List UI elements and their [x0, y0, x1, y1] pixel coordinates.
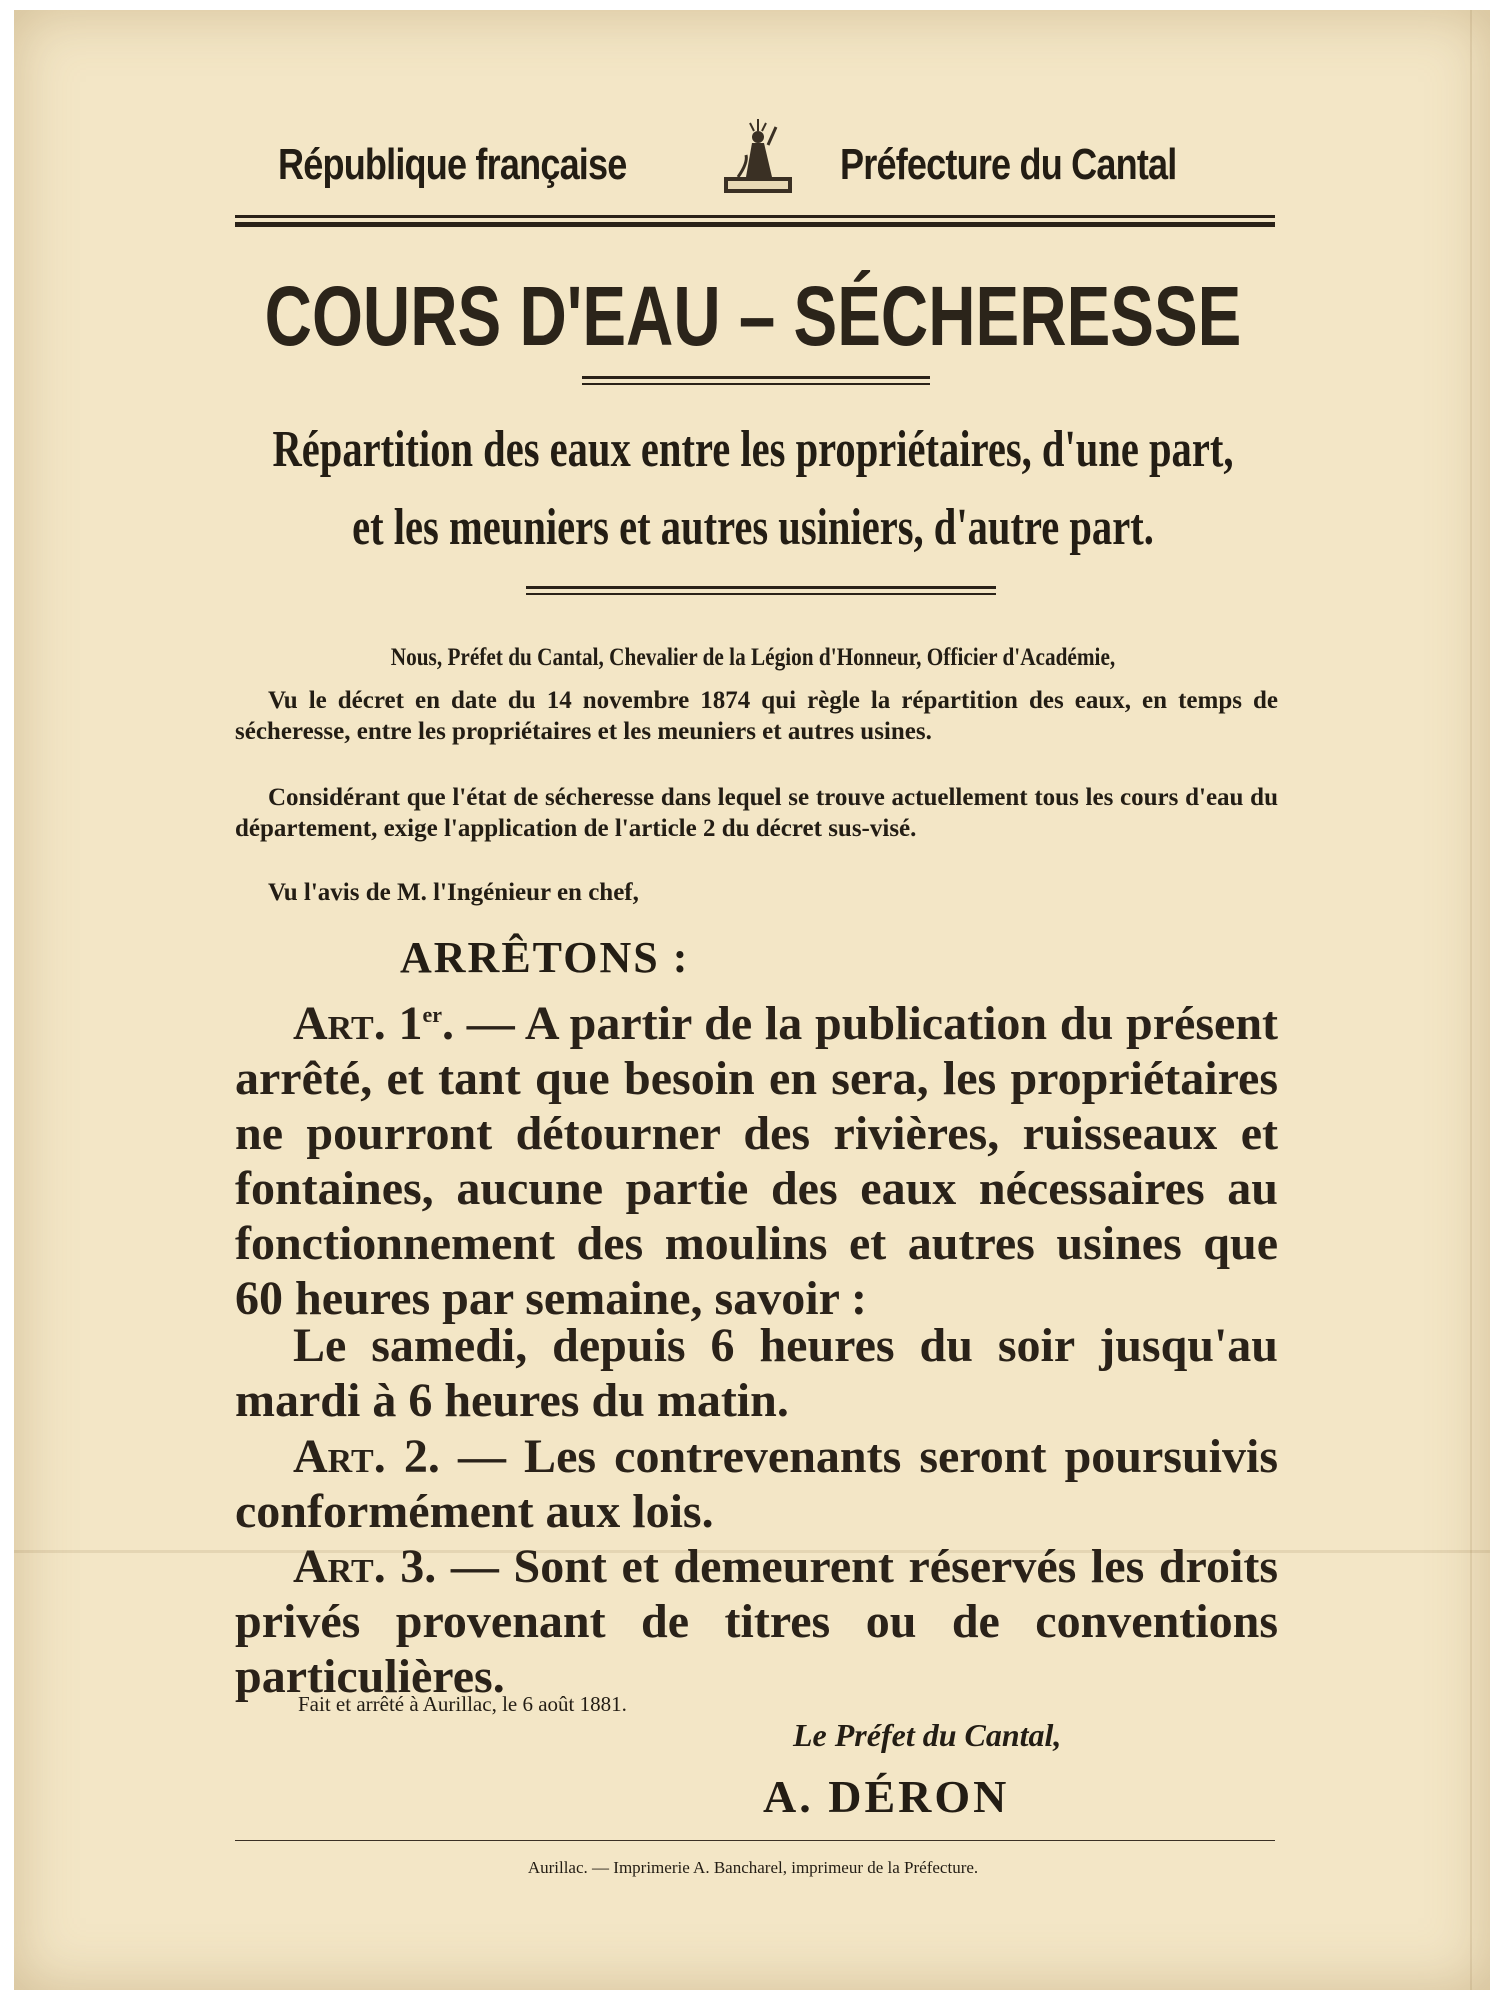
preamble-vu-avis: Vu l'avis de M. l'Ingénieur en chef, [268, 879, 639, 906]
printer-imprint: Aurillac. — Imprimerie A. Bancharel, imprimeur de la Préfecture. [527, 1858, 979, 1877]
article-2-text: — Les contrevenants seront poursuivis conformément aux lois. [235, 1430, 1279, 1538]
preamble-intro: Nous, Préfet du Cantal, Chevalier de la Légion d'Honneur, Officier d'Académie, [390, 644, 1116, 671]
fait-date: Fait et arrêté à Aurillac, le 6 août 1881. [298, 1692, 627, 1716]
preamble-considerant: Considérant que l'état de sécheresse dans lequel se trouve actuellement tous les cours d'eau du département, exige l'application de l'article 2 du décret sus-visé. [235, 784, 1278, 842]
article-1 [235, 987, 1278, 1326]
signature-name: A. DÉRON [763, 1771, 1010, 1822]
article-1-sup: er [422, 1002, 442, 1027]
marianne-emblem-icon [718, 115, 798, 205]
edge-crease [1470, 10, 1472, 1990]
subtitle-rule-1 [526, 586, 996, 589]
header-rule-bottom [235, 222, 1275, 227]
preamble-vu-decret: Vu le décret en date du 14 novembre 1874 qui règle la répartition des eaux, en temps de sécheresse, entre les propriétaires et les meuniers et autres usines. [235, 687, 1278, 745]
header-rule-top [235, 215, 1275, 218]
header-republique: République française [278, 140, 627, 189]
footer-rule [235, 1840, 1275, 1841]
title-underline-2 [582, 383, 930, 385]
subtitle-rule-2 [526, 593, 996, 595]
header-prefecture: Préfecture du Cantal [840, 140, 1177, 189]
subtitle-line-1: Répartition des eaux entre les propriétaires, d'une part, [272, 421, 1234, 478]
article-1-label: Art. 1 [293, 997, 423, 1050]
title-underline-1 [582, 376, 930, 379]
poster-title: COURS D'EAU – SÉCHERESSE [264, 269, 1242, 363]
signature-title: Le Préfet du Cantal, [793, 1717, 1062, 1753]
article-3 [235, 1539, 1278, 1704]
article-2 [235, 1429, 1278, 1539]
arretons-heading: ARRÊTONS : [400, 933, 690, 982]
article-3-text: — Sont et demeurent réservés les droits privés provenant de titres ou de conventions particulières. [235, 1540, 1278, 1703]
article-1-schedule: Le samedi, depuis 6 heures du soir jusqu'au mardi à 6 heures du matin. [235, 1319, 1278, 1427]
article-1-text: . — A partir de la publication du présent arrêté, et tant que besoin en sera, les propriétaires ne pourront détourner des rivières, ruisseaux et fontaines, aucune partie des eaux nécessaires au fonctionnement des moulins et autres usines que 60 heures par semaine, savoir : [235, 997, 1278, 1325]
article-3-label: Art. 3. [293, 1540, 437, 1593]
subtitle-line-2: et les meuniers et autres usiniers, d'autre part. [352, 499, 1154, 556]
article-2-label: Art. 2. [293, 1430, 440, 1483]
